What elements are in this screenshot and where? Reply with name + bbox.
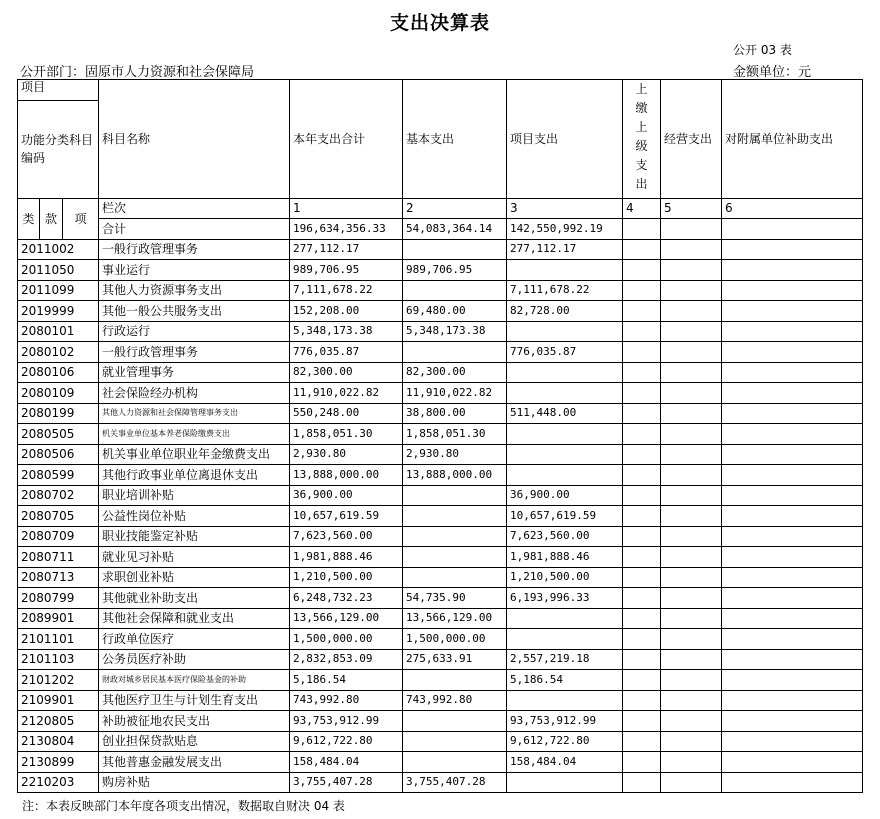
row-total: 5,186.54 [290,670,403,691]
row-business [661,506,722,527]
row-subsidy [722,465,863,486]
row-project: 1,210,500.00 [507,567,623,588]
expenditure-table [17,79,863,793]
row-name: 购房补贴 [99,772,290,793]
table-row [18,711,863,732]
row-code: 2080102 [18,342,99,363]
row-name: 其他一般公共服务支出 [99,301,290,322]
row-name: 职业技能鉴定补贴 [99,526,290,547]
row-subsidy [722,649,863,670]
row-total: 10,657,619.59 [290,506,403,527]
row-upper [623,301,661,322]
row-subsidy [722,690,863,711]
row-basic: 54,735.90 [403,588,507,609]
row-upper [623,670,661,691]
row-business [661,444,722,465]
header-subject-name: 科目名称 [99,80,290,199]
header-row-project [18,80,863,101]
row-project: 2,557,219.18 [507,649,623,670]
row-code: 2130804 [18,731,99,752]
row-total: 2,832,853.09 [290,649,403,670]
row-subsidy [722,424,863,445]
row-project: 5,186.54 [507,670,623,691]
row-basic: 2,930.80 [403,444,507,465]
header-upper: 上 缴 上 级 支 出 [623,80,661,199]
row-total: 5,348,173.38 [290,321,403,342]
row-basic: 989,706.95 [403,260,507,281]
row-project [507,444,623,465]
row-business [661,321,722,342]
total-project: 142,550,992.19 [507,219,623,240]
row-total: 7,623,560.00 [290,526,403,547]
row-code: 2130899 [18,752,99,773]
total-amount: 196,634,356.33 [290,219,403,240]
table-row [18,670,863,691]
row-project: 511,448.00 [507,403,623,424]
header-subsidy: 对附属单位补助支出 [722,80,863,199]
row-basic [403,547,507,568]
row-subsidy [722,239,863,260]
table-row [18,362,863,383]
colnum-3: 3 [507,198,623,219]
row-code: 2019999 [18,301,99,322]
table-row [18,649,863,670]
row-business [661,690,722,711]
row-basic [403,506,507,527]
table-row [18,485,863,506]
table-row [18,260,863,281]
table-row [18,567,863,588]
row-code: 2080106 [18,362,99,383]
table-row [18,301,863,322]
row-project: 7,623,560.00 [507,526,623,547]
table-row [18,403,863,424]
row-total: 550,248.00 [290,403,403,424]
row-total: 1,981,888.46 [290,547,403,568]
row-basic: 82,300.00 [403,362,507,383]
header-total: 本年支出合计 [290,80,403,199]
row-code: 2101202 [18,670,99,691]
row-basic: 69,480.00 [403,301,507,322]
row-basic [403,670,507,691]
row-upper [623,444,661,465]
row-upper [623,608,661,629]
table-row [18,608,863,629]
table-row [18,424,863,445]
row-total: 989,706.95 [290,260,403,281]
row-code: 2011002 [18,239,99,260]
row-project [507,465,623,486]
row-business [661,239,722,260]
row-name: 其他行政事业单位离退休支出 [99,465,290,486]
row-project [507,690,623,711]
row-code: 2080199 [18,403,99,424]
row-upper [623,690,661,711]
row-project [507,772,623,793]
table-row [18,239,863,260]
row-name: 行政单位医疗 [99,629,290,650]
row-name: 其他医疗卫生与计划生育支出 [99,690,290,711]
total-row [18,219,863,240]
row-project: 9,612,722.80 [507,731,623,752]
row-code: 2080101 [18,321,99,342]
row-subsidy [722,444,863,465]
row-total: 11,910,022.82 [290,383,403,404]
row-total: 6,248,732.23 [290,588,403,609]
table-row [18,731,863,752]
row-total: 776,035.87 [290,342,403,363]
header-business: 经营支出 [661,80,722,199]
row-name: 职业培训补贴 [99,485,290,506]
row-name: 其他普惠金融发展支出 [99,752,290,773]
row-code: 2109901 [18,690,99,711]
row-subsidy [722,752,863,773]
table-row [18,506,863,527]
row-subsidy [722,608,863,629]
row-business [661,752,722,773]
row-name: 一般行政管理事务 [99,239,290,260]
row-basic [403,485,507,506]
row-basic [403,526,507,547]
row-basic [403,567,507,588]
row-upper [623,321,661,342]
row-business [661,670,722,691]
row-name: 其他社会保障和就业支出 [99,608,290,629]
row-business [661,772,722,793]
row-project [507,362,623,383]
row-code: 2011050 [18,260,99,281]
row-name: 事业运行 [99,260,290,281]
row-upper [623,485,661,506]
row-basic: 275,633.91 [403,649,507,670]
row-code: 2080713 [18,567,99,588]
row-code: 2080109 [18,383,99,404]
row-business [661,260,722,281]
row-code: 2080702 [18,485,99,506]
row-subsidy [722,588,863,609]
row-code: 2101103 [18,649,99,670]
row-project: 82,728.00 [507,301,623,322]
row-subsidy [722,526,863,547]
row-basic: 1,500,000.00 [403,629,507,650]
row-total: 36,900.00 [290,485,403,506]
row-project: 93,753,912.99 [507,711,623,732]
row-name: 就业管理事务 [99,362,290,383]
row-basic [403,711,507,732]
row-upper [623,362,661,383]
row-basic [403,239,507,260]
row-name: 财政对城乡居民基本医疗保险基金的补助 [99,670,290,691]
total-basic: 54,083,364.14 [403,219,507,240]
row-total: 158,484.04 [290,752,403,773]
row-total: 13,888,000.00 [290,465,403,486]
table-row [18,321,863,342]
row-code: 2080705 [18,506,99,527]
table-row [18,465,863,486]
colnum-1: 1 [290,198,403,219]
row-code: 2080505 [18,424,99,445]
table-row [18,690,863,711]
row-subsidy [722,383,863,404]
row-total: 3,755,407.28 [290,772,403,793]
row-code: 2210203 [18,772,99,793]
row-business [661,731,722,752]
row-total: 2,930.80 [290,444,403,465]
row-upper [623,260,661,281]
table-row [18,383,863,404]
row-code: 2101101 [18,629,99,650]
row-total: 1,500,000.00 [290,629,403,650]
row-upper [623,567,661,588]
row-subsidy [722,547,863,568]
colnum-4: 4 [623,198,661,219]
row-subsidy [722,731,863,752]
row-subsidy [722,321,863,342]
row-project: 1,981,888.46 [507,547,623,568]
colnum-6: 6 [722,198,863,219]
row-project [507,321,623,342]
row-upper [623,547,661,568]
header-project-expense: 项目支出 [507,80,623,199]
table-row [18,280,863,301]
row-business [661,280,722,301]
row-upper [623,752,661,773]
row-upper [623,588,661,609]
table-row [18,629,863,650]
row-name: 机关事业单位基本养老保险缴费支出 [99,424,290,445]
row-business [661,362,722,383]
table-row [18,526,863,547]
row-basic: 11,910,022.82 [403,383,507,404]
row-subsidy [722,260,863,281]
row-basic: 743,992.80 [403,690,507,711]
row-project: 36,900.00 [507,485,623,506]
row-project: 776,035.87 [507,342,623,363]
row-upper [623,403,661,424]
row-project: 277,112.17 [507,239,623,260]
row-basic [403,342,507,363]
row-name: 一般行政管理事务 [99,342,290,363]
row-project [507,424,623,445]
row-basic [403,752,507,773]
form-number: 公开 03 表 [733,43,792,57]
colnum-2: 2 [403,198,507,219]
row-name: 其他人力资源和社会保障管理事务支出 [99,403,290,424]
row-basic: 1,858,051.30 [403,424,507,445]
row-business [661,383,722,404]
header-func-code: 功能分类科目编码 [18,100,99,198]
header-lanci: 栏次 [99,198,290,219]
row-code: 2011099 [18,280,99,301]
row-upper [623,772,661,793]
row-business [661,342,722,363]
row-subsidy [722,280,863,301]
row-code: 2089901 [18,608,99,629]
department-label: 公开部门：固原市人力资源和社会保障局 [20,65,255,80]
row-subsidy [722,403,863,424]
total-label: 合计 [99,219,290,240]
row-name: 机关事业单位职业年金缴费支出 [99,444,290,465]
row-name: 创业担保贷款贴息 [99,731,290,752]
table-row [18,588,863,609]
row-project: 6,193,996.33 [507,588,623,609]
row-name: 行政运行 [99,321,290,342]
row-business [661,567,722,588]
row-name: 补助被征地农民支出 [99,711,290,732]
row-upper [623,731,661,752]
table-row [18,342,863,363]
row-business [661,403,722,424]
row-upper [623,649,661,670]
row-total: 152,208.00 [290,301,403,322]
table-row [18,547,863,568]
row-upper [623,629,661,650]
colnum-5: 5 [661,198,722,219]
header-kuan: 款 [40,198,63,239]
row-basic: 13,888,000.00 [403,465,507,486]
row-business [661,629,722,650]
row-subsidy [722,342,863,363]
row-basic: 3,755,407.28 [403,772,507,793]
row-project: 158,484.04 [507,752,623,773]
header-row-colnum [18,198,863,219]
row-subsidy [722,629,863,650]
row-business [661,424,722,445]
row-upper [623,506,661,527]
row-basic: 38,800.00 [403,403,507,424]
row-subsidy [722,506,863,527]
row-name: 求职创业补贴 [99,567,290,588]
row-subsidy [722,670,863,691]
row-code: 2080599 [18,465,99,486]
row-business [661,649,722,670]
row-project [507,383,623,404]
row-subsidy [722,711,863,732]
row-total: 743,992.80 [290,690,403,711]
row-code: 2080799 [18,588,99,609]
row-name: 公益性岗位补贴 [99,506,290,527]
row-business [661,465,722,486]
unit-label: 金额单位：元 [733,65,812,80]
row-total: 9,612,722.80 [290,731,403,752]
header-xiang: 项 [63,198,99,239]
row-name: 其他就业补助支出 [99,588,290,609]
row-project: 7,111,678.22 [507,280,623,301]
row-business [661,547,722,568]
row-total: 93,753,912.99 [290,711,403,732]
row-subsidy [722,301,863,322]
row-basic [403,731,507,752]
row-upper [623,280,661,301]
row-code: 2080506 [18,444,99,465]
row-subsidy [722,485,863,506]
row-business [661,526,722,547]
row-total: 1,210,500.00 [290,567,403,588]
row-code: 2080711 [18,547,99,568]
page-title: 支出决算表 [389,12,490,34]
row-name: 其他人力资源事务支出 [99,280,290,301]
row-project [507,608,623,629]
header-lei: 类 [18,198,40,239]
row-name: 公务员医疗补助 [99,649,290,670]
row-code: 2080709 [18,526,99,547]
header-project: 项目 [18,80,99,101]
row-project [507,629,623,650]
row-upper [623,526,661,547]
row-upper [623,424,661,445]
row-upper [623,465,661,486]
row-business [661,608,722,629]
row-upper [623,342,661,363]
header-basic: 基本支出 [403,80,507,199]
row-business [661,485,722,506]
row-name: 就业见习补贴 [99,547,290,568]
row-subsidy [722,362,863,383]
table-row [18,752,863,773]
footnote: 注：本表反映部门本年度各项支出情况，数据取自财决 04 表 [22,799,345,813]
row-project: 10,657,619.59 [507,506,623,527]
row-upper [623,239,661,260]
row-code: 2120805 [18,711,99,732]
row-subsidy [722,567,863,588]
row-business [661,588,722,609]
row-business [661,301,722,322]
row-total: 7,111,678.22 [290,280,403,301]
table-row [18,772,863,793]
row-total: 82,300.00 [290,362,403,383]
row-upper [623,383,661,404]
table-row [18,444,863,465]
row-basic [403,280,507,301]
row-business [661,711,722,732]
row-total: 1,858,051.30 [290,424,403,445]
row-subsidy [722,772,863,793]
row-total: 277,112.17 [290,239,403,260]
row-project [507,260,623,281]
row-basic: 13,566,129.00 [403,608,507,629]
row-basic: 5,348,173.38 [403,321,507,342]
row-total: 13,566,129.00 [290,608,403,629]
row-upper [623,711,661,732]
row-name: 社会保险经办机构 [99,383,290,404]
